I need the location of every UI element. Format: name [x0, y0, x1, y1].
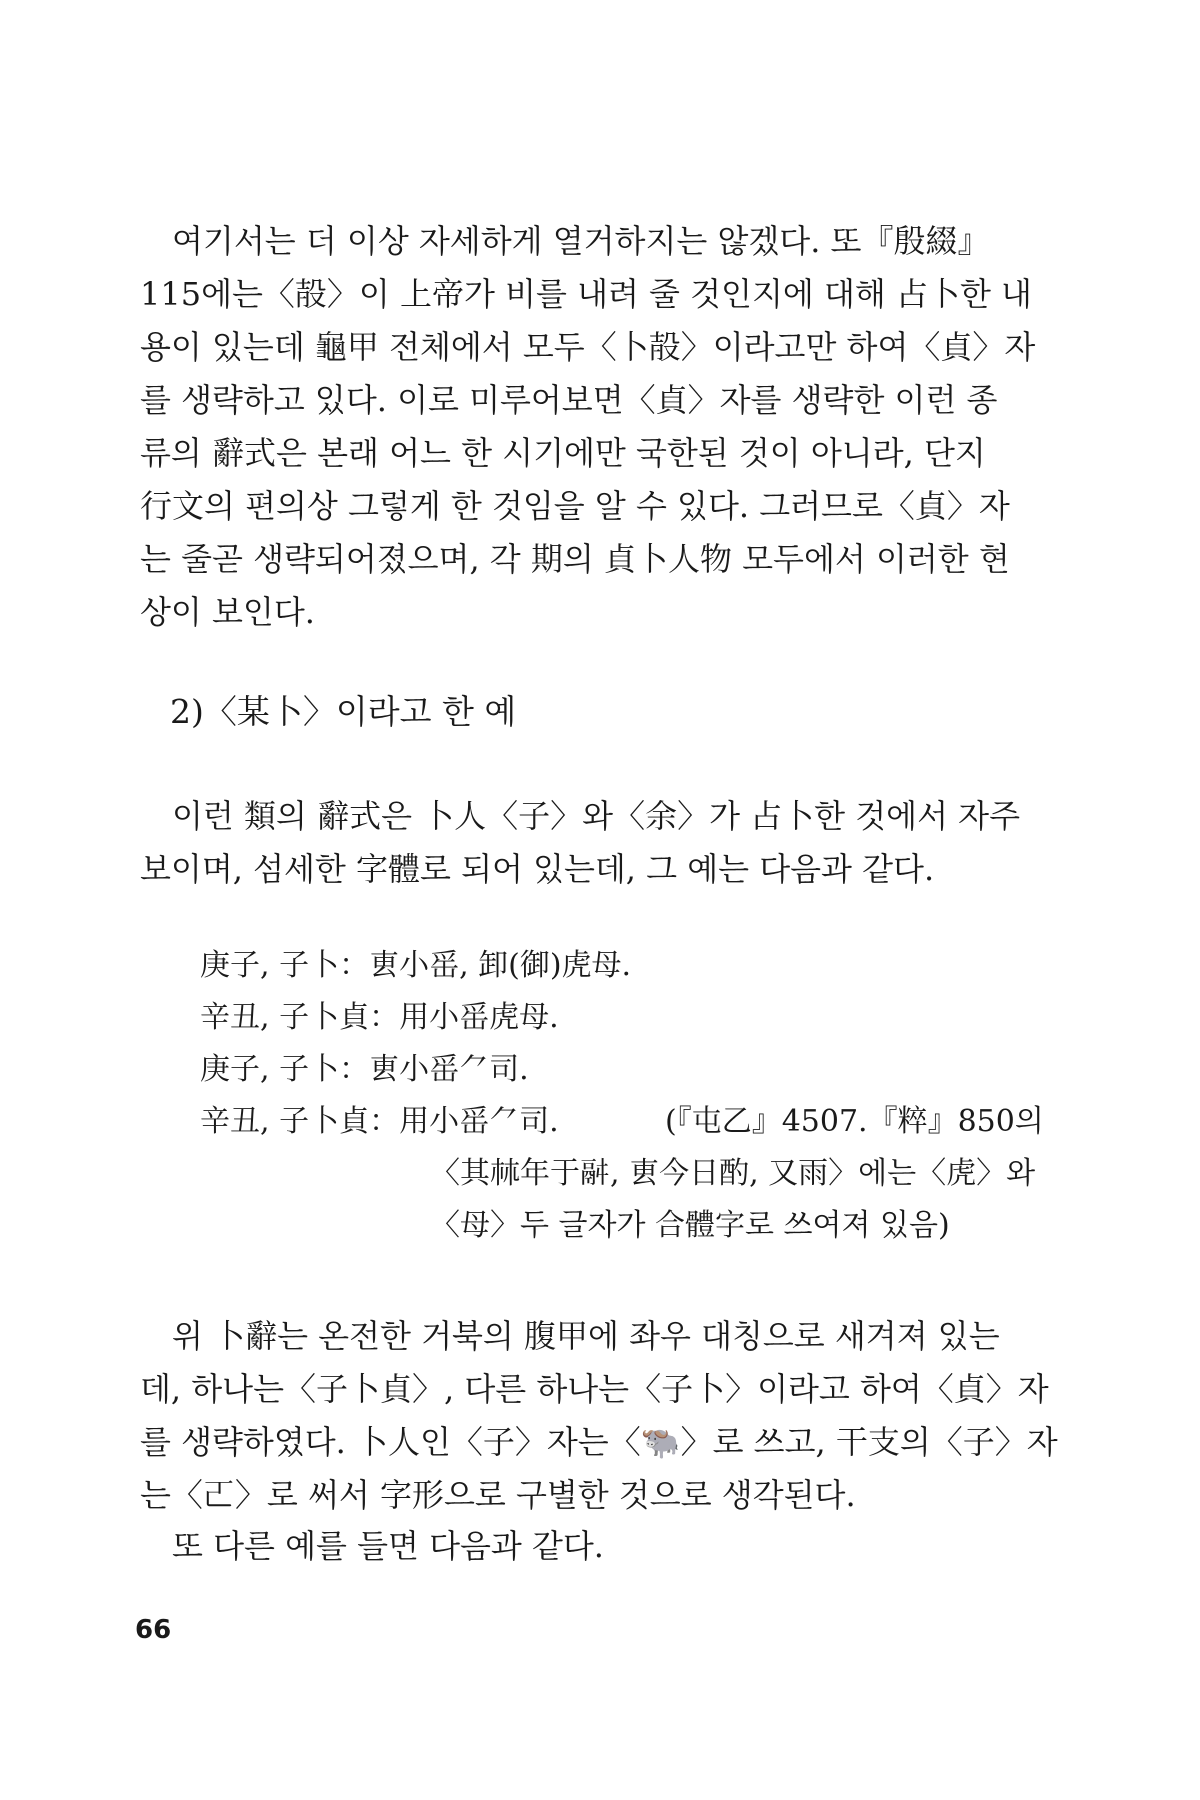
- example-text: 庚子, 子卜：叀小䍃, 卸(御)虎母.: [200, 948, 632, 983]
- text-line: 데, 하나는〈子卜貞〉, 다른 하나는〈子卜〉이라고 하여〈貞〉자: [140, 1370, 1049, 1408]
- text-line: 는〈𠀀〉로 써서 字形으로 구별한 것으로 생각된다.: [140, 1476, 856, 1514]
- citation-continuation: 〈母〉두 글자가 合體字로 쓰여져 있음): [430, 1208, 950, 1243]
- citation-note: (『屯乙』4507.『粹』850의: [665, 1104, 1044, 1139]
- example-line: [200, 992, 1060, 1044]
- text-line: 를 생략하였다. 卜人인〈子〉자는〈🐃〉로 쓰고, 干支의〈子〉자: [140, 1423, 1058, 1461]
- page-number: 66: [135, 1615, 172, 1645]
- paragraph-3: [140, 1310, 1060, 1522]
- text-line: 行文의 편의상 그렇게 한 것임을 알 수 있다. 그러므로〈貞〉자: [140, 487, 1010, 525]
- text-line: 상이 보인다.: [140, 593, 315, 631]
- example-text: 辛丑, 子卜貞：用小䍃虎母.: [200, 1000, 559, 1035]
- text-line: 용이 있는데 龜甲 전체에서 모두〈卜㱿〉이라고만 하여〈貞〉자: [140, 328, 1036, 366]
- paragraph-4: [140, 1520, 1060, 1573]
- text-line: 여기서는 더 이상 자세하게 열거하지는 않겠다. 또『殷綴』: [172, 222, 990, 260]
- paragraph-2: [140, 790, 1060, 896]
- example-text: 辛丑, 子卜貞：用小䍃⺈司.: [200, 1104, 559, 1139]
- example-text: 庚子, 子卜：叀小䍃⺈司.: [200, 1052, 529, 1087]
- text-line: 또 다른 예를 들면 다음과 같다.: [172, 1527, 604, 1565]
- paragraph-1: [140, 215, 1060, 639]
- example-line: [200, 1096, 1060, 1148]
- example-line: [200, 1044, 1060, 1096]
- text-line: 위 卜辭는 온전한 거북의 腹甲에 좌우 대칭으로 새겨져 있는: [172, 1317, 1000, 1355]
- section-heading: 2)〈某卜〉이라고 한 예: [170, 692, 517, 731]
- text-line: 보이며, 섬세한 字體로 되어 있는데, 그 예는 다음과 같다.: [140, 850, 935, 888]
- example-line: [200, 940, 1060, 992]
- text-line: 를 생략하고 있다. 이로 미루어보면〈貞〉자를 생략한 이런 종: [140, 381, 998, 419]
- text-line: 는 줄곧 생략되어졌으며, 각 期의 貞卜人物 모두에서 이러한 현: [140, 540, 1010, 578]
- text-line: 류의 辭式은 본래 어느 한 시기에만 국한된 것이 아니라, 단지: [140, 434, 986, 472]
- text-line: 이런 類의 辭式은 卜人〈子〉와〈余〉가 占卜한 것에서 자주: [172, 797, 1020, 835]
- citation-continuation: 〈其𣏟年于𩰫, 叀今日酌, 又雨〉에는〈虎〉와: [430, 1156, 1036, 1191]
- oracle-bone-examples: [200, 940, 1060, 1252]
- text-line: 115에는〈㱿〉이 上帝가 비를 내려 줄 것인지에 대해 占卜한 내: [140, 275, 1032, 313]
